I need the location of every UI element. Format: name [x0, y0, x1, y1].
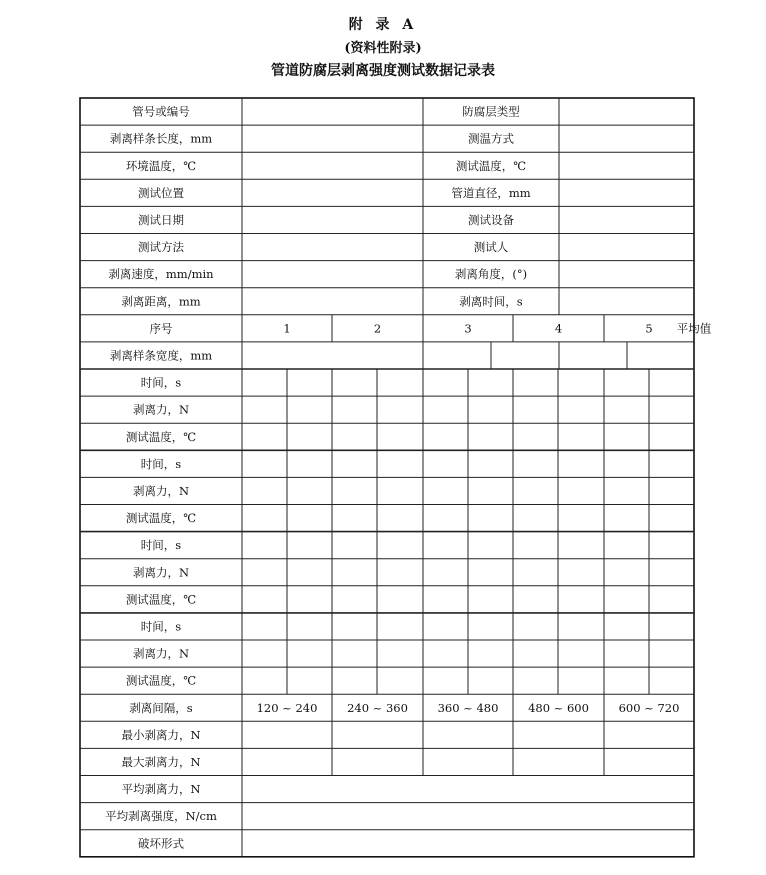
- info-label-left: 测试位置: [138, 185, 184, 200]
- sample-header-col: 1: [283, 321, 291, 336]
- interval-label: 剥离间隔，s: [129, 700, 193, 715]
- measure-label: 剥离力，N: [132, 565, 190, 580]
- summary-label: 平均剥离力，N: [121, 782, 201, 797]
- interval-col: 240 ~ 360: [347, 700, 408, 715]
- sample-header-col: 3: [464, 321, 472, 336]
- measure-label: 时间，s: [140, 619, 182, 634]
- measure-label: 时间，s: [140, 456, 182, 471]
- summary-label: 最小剥离力，N: [121, 727, 201, 742]
- info-label-right: 剥离角度，(°): [454, 267, 528, 282]
- info-label-right: 测温方式: [468, 131, 514, 146]
- appendix-title: 附 录 A: [348, 17, 418, 33]
- measure-label: 时间，s: [140, 538, 182, 553]
- form-title: 管道防腐层剥离强度测试数据记录表: [271, 63, 495, 79]
- info-label-right: 测试人: [473, 240, 509, 255]
- info-label-right: 防腐层类型: [462, 104, 520, 119]
- info-label-left: 测试方法: [138, 240, 184, 255]
- sample-header-col: 平均值: [676, 321, 712, 336]
- info-label-right: 剥离时间，s: [459, 294, 523, 309]
- summary-label: 破坏形式: [138, 836, 184, 851]
- info-label-right: 测试温度，℃: [455, 158, 527, 173]
- info-label-right: 管道直径，mm: [451, 185, 531, 200]
- interval-col: 360 ~ 480: [437, 700, 499, 715]
- measure-label: 测试温度，℃: [125, 511, 197, 526]
- appendix-note: (资料性附录): [344, 41, 422, 56]
- info-label-right: 测试设备: [468, 212, 514, 227]
- measure-label: 剥离力，N: [132, 646, 190, 661]
- interval-col: 120 ~ 240: [256, 700, 318, 715]
- sample-header-col: 4: [554, 321, 563, 336]
- summary-label: 最大剥离力，N: [121, 754, 201, 769]
- sample-header-label: 序号: [149, 321, 173, 336]
- measure-label: 测试温度，℃: [125, 429, 197, 444]
- info-label-left: 环境温度，℃: [125, 158, 197, 173]
- info-label-left: 剥离样条长度，mm: [109, 131, 213, 146]
- info-label-left: 剥离距离，mm: [121, 294, 201, 309]
- sample-header-col: 2: [373, 321, 382, 336]
- measure-label: 剥离力，N: [132, 483, 190, 498]
- info-label-left: 测试日期: [138, 212, 184, 227]
- sample-header-col: 5: [645, 321, 653, 336]
- measure-label: 测试温度，℃: [125, 592, 197, 607]
- measure-label: 时间，s: [140, 375, 182, 390]
- measure-label: 测试温度，℃: [125, 673, 197, 688]
- info-label-left: 剥离速度，mm/min: [108, 267, 214, 282]
- info-label-left: 管号或编号: [132, 104, 190, 119]
- measure-label: 剥离力，N: [132, 402, 190, 417]
- width-row-label: 剥离样条宽度，mm: [109, 348, 213, 363]
- summary-label: 平均剥离强度，N/cm: [105, 809, 217, 824]
- interval-col: 480 ~ 600: [528, 700, 589, 715]
- interval-col: 600 ~ 720: [618, 700, 680, 715]
